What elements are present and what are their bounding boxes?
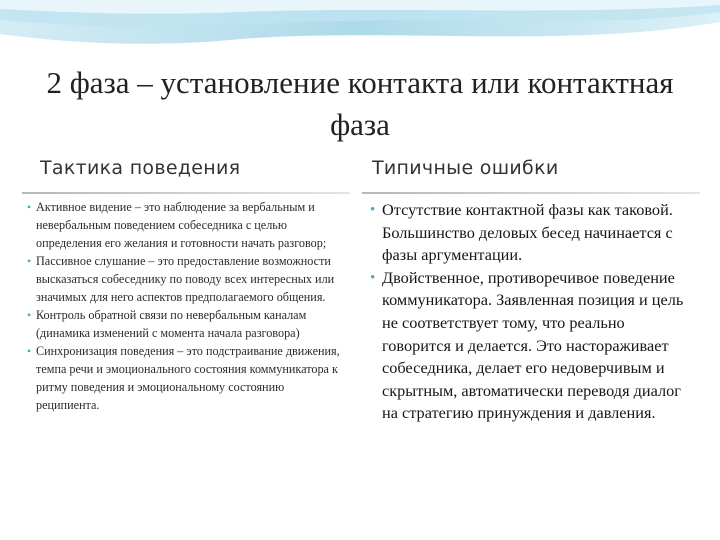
decorative-wave-header <box>0 0 720 70</box>
divider-right <box>362 192 700 194</box>
list-item: • Активное видение – это наблюдение за вербальным и невербальным поведением собеседника с целью определения его желания и готовности начать разговор; <box>27 200 327 250</box>
list-item: • Контроль обратной связи по невербальным каналам (динамика изменений с момента начала разговора) <box>27 308 307 340</box>
slide-title: 2 фаза – установление контакта или контактная фаза <box>46 65 674 142</box>
list-item: • Двойственное, противоречивое поведение коммуникатора. Заявленная позиция и цель не соответствует тому, что реально говорится и делается. Это настораживает собеседника, делает его недоверчивым и скрытным, автоматически переводя диалог на стратегию принуждения и давления. <box>370 267 684 423</box>
bullet-icon: • <box>27 200 32 214</box>
errors-list <box>372 199 692 425</box>
divider-left <box>22 192 350 194</box>
column-heading-errors: Типичные ошибки <box>372 157 559 179</box>
column-heading-tactics: Тактика поведения <box>40 157 241 179</box>
bullet-icon: • <box>370 202 376 218</box>
bullet-icon: • <box>370 269 376 286</box>
bullet-icon: • <box>27 254 32 268</box>
list-item: • Пассивное слушание – это предоставление возможности высказаться собеседнику по поводу всех интересных или значимых для него аспектов предполагаемого общения. <box>27 254 335 304</box>
list-item: • Отсутствие контактной фазы как таковой. Большинство деловых бесед начинается с фазы аргументации. <box>370 200 673 265</box>
bullet-icon: • <box>27 344 32 358</box>
list-item: • Синхронизация поведения – это подстраивание движения, темпа речи и эмоционального состояния коммуникатора к ритму поведения и эмоциональному состоянию реципиента. <box>27 344 340 412</box>
bullet-icon: • <box>27 308 32 322</box>
tactics-list <box>28 198 350 414</box>
